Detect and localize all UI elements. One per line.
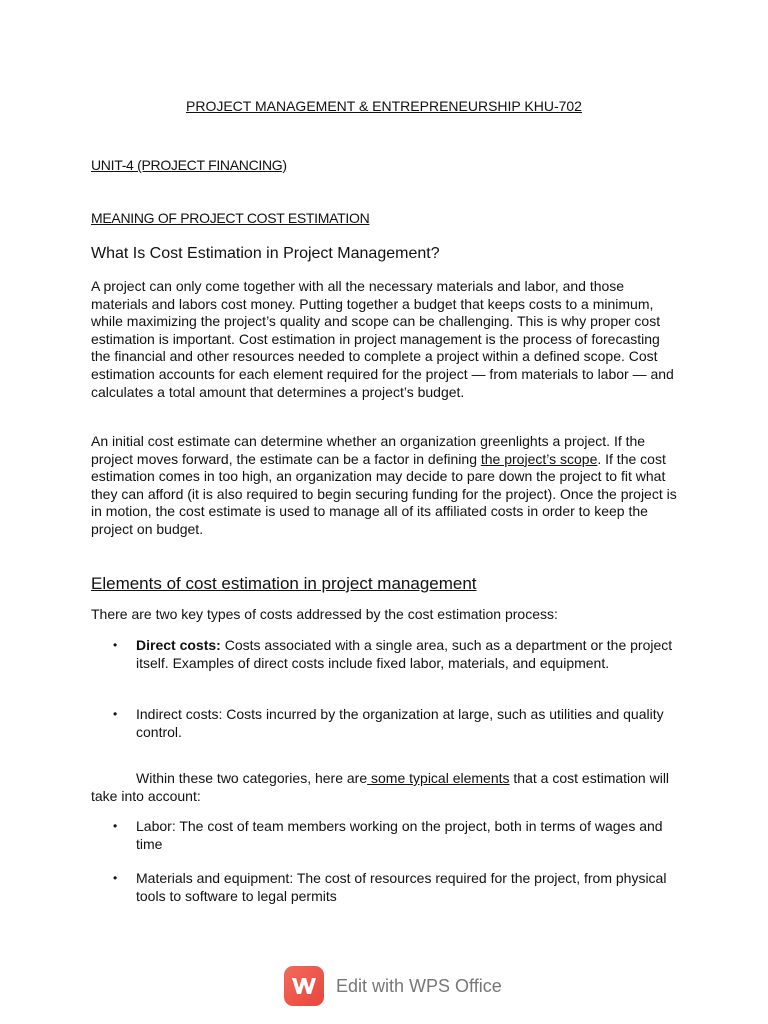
term-label: Direct costs:	[136, 637, 221, 653]
term-description: Costs associated with a single area, such as a department or the project itself. Examples of direct costs include fixed labor, materials, and equipment.	[136, 637, 673, 671]
term-description: : The cost of team members working on the project, both in terms of wages and time	[136, 818, 663, 852]
course-title: PROJECT MANAGEMENT & ENTREPRENEURSHIP KHU-702	[186, 98, 582, 114]
paragraph-cost-estimation: A project can only come together with all the necessary materials and labor, and those materials and labors cost money. Putting together a budget that keeps costs to a minimum, while maximizing the project’s quality and scope can be challenging. This is why proper cost estimation is important. Cost estimation in project management is the process of forecasting the financial and other resources needed to complete a project within a defined scope. Cost estimation accounts for each element required for the project — from materials to labor — and calculates a total amount that determines a project’s budget.	[91, 278, 674, 400]
wps-office-logo-icon	[284, 966, 324, 1006]
list-item-indirect-costs	[113, 706, 683, 741]
paragraph-text-after-link: . If the cost estimation comes in too high, an organization may decide to pare down the project to fit what they can afford (it is also required to begin securing funding for the project). Once the project is in motion, the cost estimate is used to manage all of its affiliated costs in order to keep the project on budget.	[91, 450, 677, 537]
paragraph-initial-estimate	[91, 433, 681, 539]
term-label: Indirect costs	[136, 706, 219, 722]
bullet-icon: •	[113, 638, 118, 652]
term-description: : Costs incurred by the organization at large, such as utilities and quality control.	[136, 706, 664, 740]
project-scope-link[interactable]: the project’s scope	[480, 450, 598, 467]
unit-title: UNIT-4 (PROJECT FINANCING)	[91, 157, 287, 173]
edit-with-wps-button[interactable]	[284, 964, 502, 1008]
typical-elements-link[interactable]: some typical elements	[367, 770, 510, 786]
list-item-direct-costs	[113, 637, 683, 672]
bullet-icon: •	[113, 871, 118, 885]
term-label: Materials and equipment	[136, 870, 290, 886]
bullet-icon: •	[113, 819, 118, 833]
question-heading: What Is Cost Estimation in Project Management?	[91, 245, 440, 262]
paragraph-text-after-link: that a cost estimation will take into account:	[91, 770, 670, 804]
list-item-labor	[113, 818, 683, 853]
section-title-meaning: MEANING OF PROJECT COST ESTIMATION	[91, 210, 370, 226]
list-item-materials-equipment	[113, 870, 683, 905]
wps-edit-label: Edit with WPS Office	[336, 975, 502, 996]
elements-intro: There are two key types of costs addressed by the cost estimation process:	[91, 606, 558, 622]
paragraph-typical-elements	[91, 770, 681, 805]
bullet-icon: •	[113, 707, 118, 721]
elements-heading: Elements of cost estimation in project management	[91, 574, 477, 593]
paragraph-text-before-link: Within these two categories, here are	[136, 770, 368, 786]
paragraph-text-before-link: An initial cost estimate can determine whether an organization greenlights a project. If the project moves forward, the estimate can be a factor in defining	[91, 433, 646, 467]
term-description: : The cost of resources required for the project, from physical tools to software to legal permits	[136, 870, 667, 904]
term-label: Labor	[136, 818, 172, 834]
wps-w-glyph-icon	[290, 974, 318, 998]
